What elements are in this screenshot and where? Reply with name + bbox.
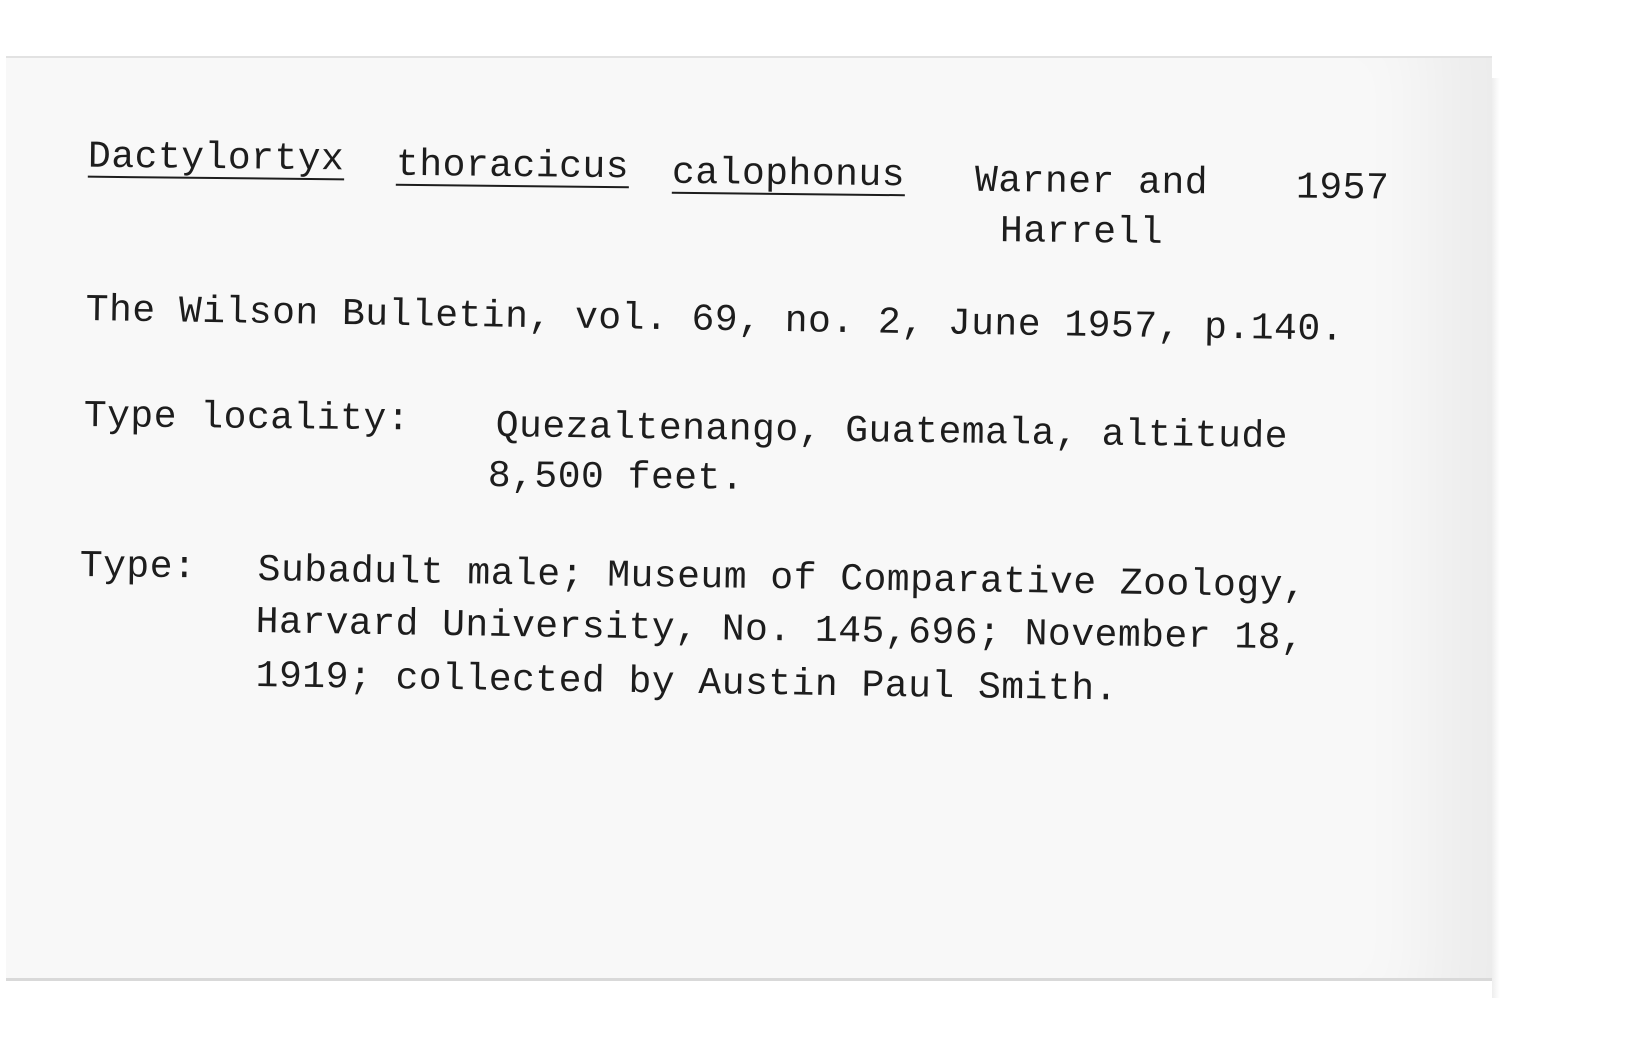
type-label: Type: (79, 545, 197, 590)
species-name: thoracicus (395, 143, 630, 190)
type-line-3: 1919; collected by Austin Paul Smith. (255, 655, 1119, 712)
type-locality-line-2: 8,500 feet. (487, 455, 745, 501)
citation: The Wilson Bulletin, vol. 69, no. 2, June 1957, p.140. (85, 289, 1345, 352)
year: 1957 (1295, 166, 1390, 211)
type-line-1: Subadult male; Museum of Comparative Zoology, (257, 549, 1307, 609)
genus-name: Dactylortyx (87, 135, 345, 182)
subspecies-name: calophonus (671, 151, 906, 198)
authors-line-2: Harrell (999, 210, 1164, 255)
type-locality-label: Type locality: (83, 395, 411, 442)
type-locality-line-1: Quezaltenango, Guatemala, altitude (495, 405, 1289, 460)
type-line-2: Harvard University, No. 145,696; November 18, (255, 601, 1305, 661)
card-edge (1492, 78, 1500, 998)
authors-line-1: Warner and (974, 159, 1209, 206)
